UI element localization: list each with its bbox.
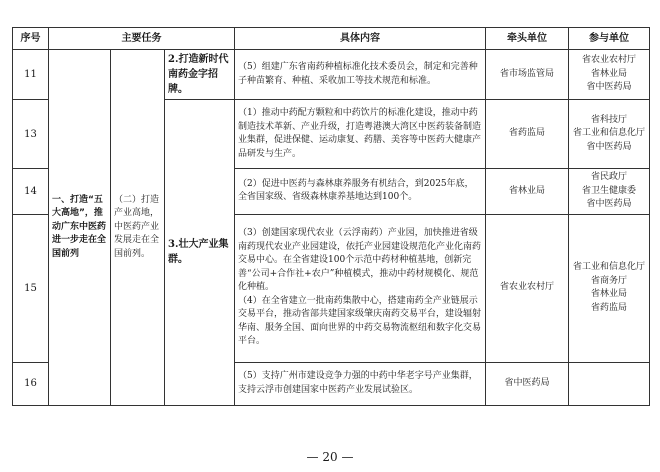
detail-cell: （3）创建国家现代农业（云浮南药）产业园，加快推进省级南药现代农业产业园建设，依托产业园建设规范化产业化南药交易中心。在全省建设100个示范中药材种植基地，创新完善“公司+合作社+农户”种植模式，推动中药材规模化、规范化种植。 （4）在全省建立一批南药集散中心，搭建南药全产业链展示交易平台，推动省部共建国家级肇庆南药交易平台，建设辐射华南、服务全国、面向世界的中药交易物流枢纽和数字化交易平台。 (235, 214, 486, 362)
participants-cell (569, 362, 650, 405)
page-number: — 20 — (306, 450, 354, 464)
detail-cell: （2）促进中医药与森林康养服务有机结合，到2025年底，全省国家级、省级森林康养基地达到100个。 (235, 169, 486, 215)
task-level3-cell: 2.打造新时代南药金字招牌。 (165, 50, 235, 100)
row-number: 16 (13, 362, 49, 405)
lead-cell: 省农业农村厅 (486, 214, 569, 362)
participants-cell: 省民政厅 省卫生健康委 省中医药局 (569, 169, 650, 215)
participants-cell: 省农业农村厅 省林业局 省中医药局 (569, 50, 650, 100)
row-number: 15 (13, 214, 49, 362)
participants-cell: 省工业和信息化厅 省商务厅 省林业局 省药监局 (569, 214, 650, 362)
participants-cell: 省科技厅 省工业和信息化厅 省中医药局 (569, 100, 650, 169)
task-table (12, 27, 650, 406)
header-main-task: 主要任务 (49, 28, 235, 50)
lead-cell: 省中医药局 (486, 362, 569, 405)
header-lead: 牵头单位 (486, 28, 569, 50)
header-detail: 具体内容 (235, 28, 486, 50)
lead-cell: 省市场监管局 (486, 50, 569, 100)
lead-cell: 省林业局 (486, 169, 569, 215)
lead-cell: 省药监局 (486, 100, 569, 169)
table-header-row (13, 28, 650, 50)
header-participants: 参与单位 (569, 28, 650, 50)
row-number: 11 (13, 50, 49, 100)
row-number: 14 (13, 169, 49, 215)
task-level1-cell: 一、打造“五大高地”，推动广东中医药进一步走在全国前列 (49, 50, 111, 406)
detail-cell: （5）组建广东省南药种植标准化技术委员会，制定和完善种子种苗繁育、种植、采收加工等技术规范和标准。 (235, 50, 486, 100)
row-number: 13 (13, 100, 49, 169)
table-row (13, 50, 650, 100)
task-level3-cell: 3.壮大产业集群。 (165, 100, 235, 406)
detail-cell: （1）推动中药配方颗粒和中药饮片的标准化建设，推动中药制造技术革新、产业升级，打造粤港澳大湾区中医药装备制造业集群，促进保健、运动康复、药膳、美容等中医药大健康产品研发与生产。 (235, 100, 486, 169)
detail-cell: （5）支持广州市建设竞争力强的中药中华老字号产业集群，支持云浮市创建国家中医药产业发展试验区。 (235, 362, 486, 405)
header-seq: 序号 (13, 28, 49, 50)
task-level2-cell: （二）打造产业高地，中医药产业发展走在全国前列。 (111, 50, 165, 406)
